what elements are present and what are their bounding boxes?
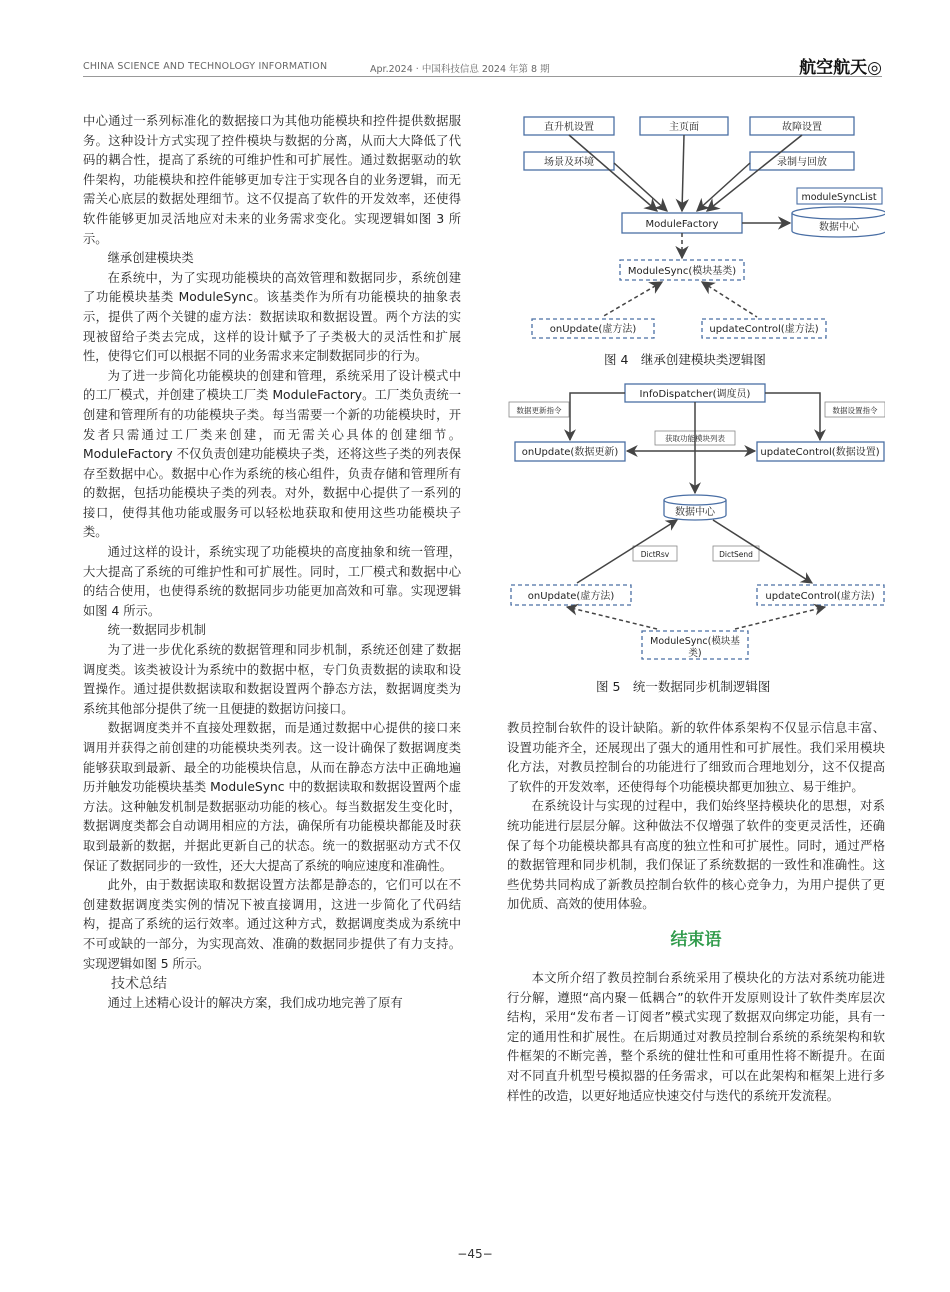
box-scene-environment xyxy=(524,152,614,170)
label-dict-send xyxy=(713,546,759,561)
figure-4-diagram xyxy=(507,108,885,344)
left-column xyxy=(83,112,461,1014)
box-module-sync-base xyxy=(642,631,748,659)
label-data-update-command xyxy=(509,402,569,417)
section-heading: 结束语 xyxy=(670,929,722,950)
svg-text:数据中心: 数据中心 xyxy=(675,507,715,518)
figure-4-caption: 图 4 继承创建模块类逻辑图 xyxy=(604,352,766,367)
svg-text:故障设置: 故障设置 xyxy=(782,122,822,133)
svg-text:moduleSyncList: moduleSyncList xyxy=(801,192,877,203)
svg-text:ModuleSync(模块基类): ModuleSync(模块基类) xyxy=(627,266,737,277)
box-home-page xyxy=(640,117,728,135)
box-fault-settings xyxy=(750,117,854,135)
box-heli-settings xyxy=(524,117,614,135)
svg-text:DictSend: DictSend xyxy=(719,550,753,559)
label-dict-rsv xyxy=(633,546,677,561)
data-center-cylinder xyxy=(664,495,726,520)
svg-text:数据更新指令: 数据更新指令 xyxy=(516,406,562,415)
journal-name: CHINA SCIENCE AND TECHNOLOGY INFORMATION xyxy=(83,61,328,72)
svg-text:updateControl(数据设置): updateControl(数据设置) xyxy=(760,447,880,458)
box-update-control-data xyxy=(757,442,884,461)
paragraph: 数据调度类并不直接处理数据，而是通过数据中心提供的接口来调用并获得之前创建的功能模块类列表。这一设计确保了数据调度类能够获取到最新、最全的功能模块信息，从而在静态方法中正确地遍历并触发功能模块基类 ModuleSync 中的数据读取和数据设置两个虚方法。这种触发机制是数据驱动功能的核心。每当数据发生变化时，数据调度类都会自动调用相应的方法，确保所有功能模块都能及时获取到最新的数据，并据此更新自己的状态。统一的数据驱动方式不仅保证了数据同步的一致性，还大大提高了系统的响应速度和准确性。 xyxy=(83,721,461,873)
figure-5-caption: 图 5 统一数据同步机制逻辑图 xyxy=(596,679,771,694)
svg-text:onUpdate(虚方法): onUpdate(虚方法) xyxy=(527,591,615,602)
box-update-control-virtual xyxy=(702,319,826,338)
svg-text:主页面: 主页面 xyxy=(669,122,699,133)
svg-text:InfoDispatcher(调度员): InfoDispatcher(调度员) xyxy=(639,389,751,400)
header-rule xyxy=(83,76,882,77)
svg-text:updateControl(虚方法): updateControl(虚方法) xyxy=(765,591,875,602)
paragraph: 此外，由于数据读取和数据设置方法都是静态的，它们可以在不创建数据调度类实例的情况下被直接调用，这进一步简化了代码结构，提高了系统的运行效率。通过这种方式，数据调度类成为系统中不可或缺的一部分，为实现高效、准确的数据同步提供了有力支持。实现逻辑如图 5 所示。 xyxy=(83,878,461,971)
page-number: −45− xyxy=(457,1247,493,1261)
box-on-update-virtual xyxy=(511,585,631,605)
paragraph: 通过上述精心设计的解决方案，我们成功地完善了原有 xyxy=(107,996,403,1011)
box-info-dispatcher xyxy=(625,384,765,402)
paragraph: 中心通过一系列标准化的数据接口为其他功能模块和控件提供数据服务。这种设计方式实现了控件模块与数据的分离，从而大大降低了代码的耦合性，提高了系统的可维护性和可扩展性。通过数据驱动的软件架构，功能模块和控件能够更加专注于实现各自的业务逻辑，而无需关心底层的数据处理细节。这不仅提高了软件的开发效率，还使得软件能够更加灵活地应对未来的业务需求变化。实现逻辑如图 3 所示。 xyxy=(83,114,461,246)
svg-text:直升机设置: 直升机设置 xyxy=(544,122,594,133)
box-on-update-data xyxy=(515,442,625,461)
svg-text:ModuleFactory: ModuleFactory xyxy=(645,219,719,230)
paragraph: 教员控制台软件的设计缺陷。新的软件体系架构不仅显示信息丰富、设置功能齐全，还展现出了强大的通用性和可扩展性。我们采用模块化方法，对教员控制台的功能进行了细致而合理地划分，这不仅提高了软件的开发效率，还使得每个功能模块都更加独立、易于维护。 xyxy=(507,721,885,794)
figure-5-diagram xyxy=(507,382,885,662)
paragraph: 在系统中，为了实现功能模块的高效管理和数据同步，系统创建了功能模块基类 ModuleSync。该基类作为所有功能模块的抽象表示，提供了两个关键的虚方法：数据读取和数据设置。两个方法的实现被留给子类去完成，这样的设计赋予了子类极大的灵活性和扩展性，使得它们可以根据不同的业务需求来定制数据同步的行为。 xyxy=(83,270,461,364)
paragraph: 为了进一步简化功能模块的创建和管理，系统采用了设计模式中的工厂模式，并创建了模块工厂类 ModuleFactory。工厂类负责统一创建和管理所有的功能模块子类。每当需要一个新的功能模块时，开发者只需通过工厂类来创建，而无需关心具体的创建细节。ModuleFactory 不仅负责创建功能模块子类，还将这些子类的列表保存至数据中心。数据中心作为系统的核心组件，负责存储和管理所有的数据，包括功能模块子类的列表。对外，数据中心提供了一系列的接口，使得其他功能或服务可以轻松地获取和使用这些功能模块子类。 xyxy=(83,368,461,540)
figure-4 xyxy=(507,108,885,344)
section-title: 航空航天◎ xyxy=(799,58,882,78)
subsection-heading: 继承创建模块类 xyxy=(107,251,194,266)
svg-text:onUpdate(虚方法): onUpdate(虚方法) xyxy=(549,324,637,335)
box-module-factory xyxy=(622,213,742,233)
box-on-update-virtual xyxy=(532,319,654,338)
svg-text:ModuleSync(模块基: ModuleSync(模块基 xyxy=(650,636,740,647)
subsection-heading: 技术总结 xyxy=(111,976,167,993)
paragraph: 本文所介绍了教员控制台系统采用了模块化的方法对系统功能进行分解，遵照“高内聚－低耦合”的软件开发原则设计了软件类库层次结构，采用“发布者－订阅者”模式实现了数据双向绑定功能，具有一定的通用性和扩展性。在后期通过对教员控制台系统的系统架构和软件框架的不断完善，整个系统的健壮性和可重用性将不断提升。在面对不同直升机型号模拟器的任务需求，可以在此架构和框架上进行多样性的改造，以更好地适应快速交付与迭代的系统开发流程。 xyxy=(507,970,885,1103)
data-center-cylinder xyxy=(792,207,885,237)
subsection-heading: 统一数据同步机制 xyxy=(107,623,206,638)
right-column xyxy=(507,719,885,1106)
label-data-set-command xyxy=(825,402,885,417)
paragraph: 为了进一步优化系统的数据管理和同步机制，系统还创建了数据调度类。该类被设计为系统中的数据中枢，专门负责数据的读取和设置操作。通过提供数据读取和数据设置两个静态方法，数据调度类为系统其他部分提供了统一且便捷的数据访问接口。 xyxy=(83,643,461,716)
svg-text:DictRsv: DictRsv xyxy=(640,550,670,559)
paragraph: 通过这样的设计，系统实现了功能模块的高度抽象和统一管理，大大提高了系统的可维护性和可扩展性。同时，工厂模式和数据中心的结合使用，也使得系统的数据同步功能更加高效和可靠。实现逻辑如图 4 所示。 xyxy=(83,545,461,618)
paragraph: 在系统设计与实现的过程中，我们始终坚持模块化的思想，对系统功能进行层层分解。这种做法不仅增强了软件的变更灵活性，还确保了每个功能模块都具有高度的独立性和可扩展性。同时，通过严格的数据管理和同步机制，我们保证了系统数据的一致性和准确性。这些优势共同构成了新教员控制台软件的核心竞争力，为用户提供了更加优质、高效的使用体验。 xyxy=(507,799,885,912)
figure-5 xyxy=(507,382,885,662)
box-record-playback xyxy=(750,152,854,170)
issue-info: Apr.2024 · 中国科技信息 2024 年第 8 期 xyxy=(370,64,550,75)
box-update-control-virtual xyxy=(757,585,884,605)
svg-text:场景及环境: 场景及环境 xyxy=(544,157,594,168)
svg-text:获取功能模块列表: 获取功能模块列表 xyxy=(665,434,725,443)
svg-text:数据中心: 数据中心 xyxy=(819,222,859,233)
box-module-sync-list xyxy=(797,188,882,204)
svg-text:updateControl(虚方法): updateControl(虚方法) xyxy=(709,324,819,335)
svg-text:类): 类) xyxy=(688,648,702,659)
svg-text:onUpdate(数据更新): onUpdate(数据更新) xyxy=(521,447,619,458)
svg-text:数据设置指令: 数据设置指令 xyxy=(832,406,878,415)
box-module-sync-base xyxy=(620,260,744,280)
svg-text:录制与回放: 录制与回放 xyxy=(777,157,827,168)
